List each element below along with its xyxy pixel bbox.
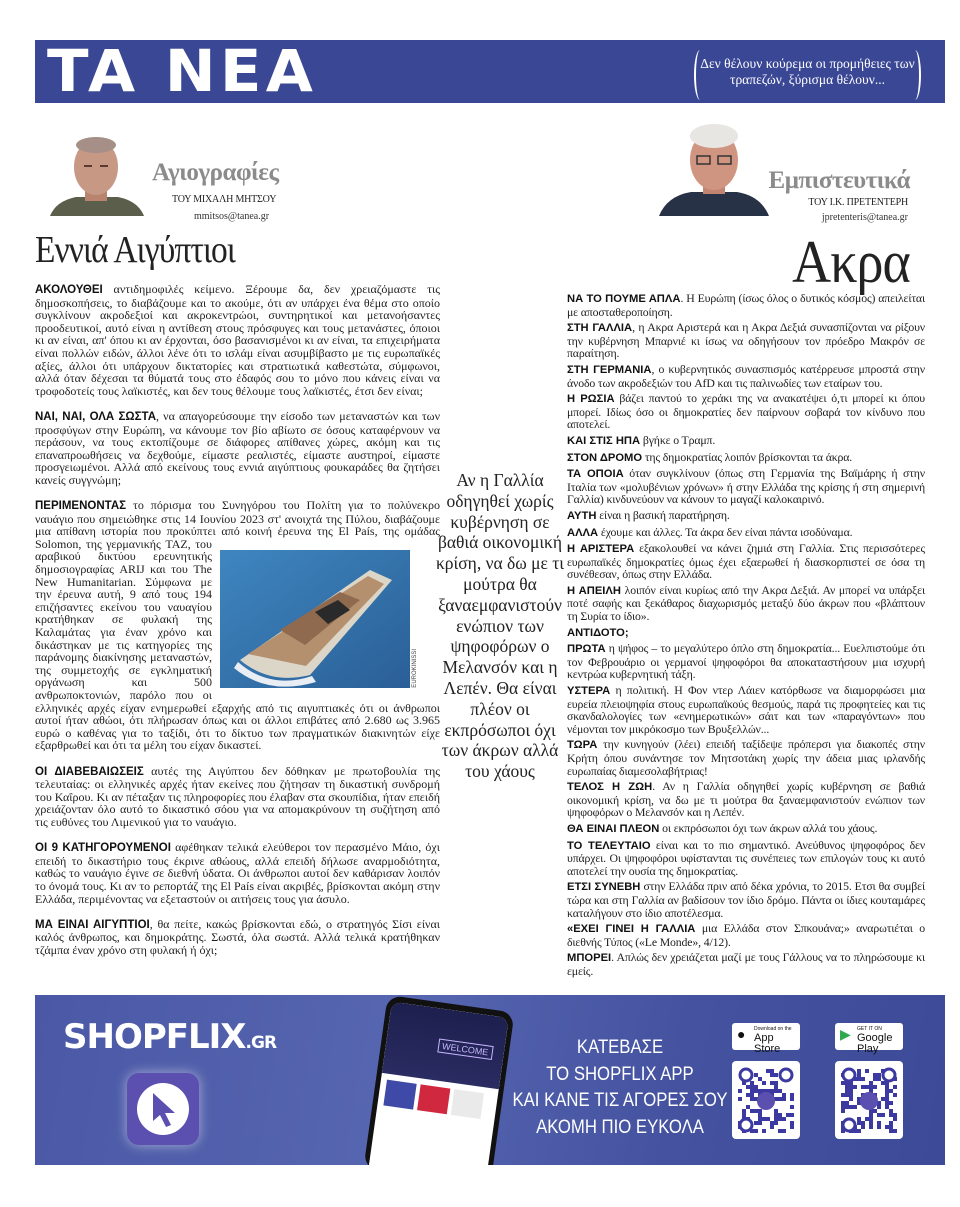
- paragraph: [567, 738, 925, 777]
- author-photo-mitsos: [42, 133, 150, 216]
- paragraph-lead: ΑΥΤΗ: [567, 509, 597, 522]
- article-headline-right: Ακρα: [792, 229, 910, 295]
- paragraph: [567, 542, 925, 581]
- paragraph: [35, 918, 440, 957]
- paragraph: [567, 922, 925, 948]
- paragraph-text: την κυνηγούν (λέει) επειδή ταξίδεψε πρόπερσι για διακοπές στην Κρήτη όπου συνάντησε τον Μητσοτάκη χωρίς την άδεια μιας ιρλανδής ευρωπαίας διαμεσολαβήτριας!: [567, 737, 925, 778]
- paragraph-text: στην Ελλάδα πριν από δέκα χρόνια, το 2015. Ετσι θα συμβεί τώρα και στη Γαλλία αν βαδίσουν τον ίδιο δρόμο. Πάντα οι ίδιες κουταμάρες καταλήγουν στο ίδιο αποτέλεσμα.: [567, 879, 925, 920]
- paragraph: [35, 841, 440, 905]
- badge-text: App Store: [754, 1032, 781, 1055]
- shipwreck-photo: [220, 550, 419, 688]
- paragraph-lead: ΠΕΡΙΜΕΝΟΝΤΑΣ: [35, 500, 127, 513]
- paragraph-text: . Απλώς δεν χρειάζεται μαζί με τους Γάλλους να το πληρώσουμε κι εμείς.: [567, 950, 925, 978]
- paragraph: [567, 467, 925, 506]
- phone-mockup: [363, 995, 514, 1165]
- paragraph-lead: ΟΙ ΔΙΑΒΕΒΑΙΩΣΕΙΣ: [35, 765, 144, 778]
- ad-line: ΤΟ SHOPFLIX APP: [546, 1063, 694, 1085]
- ad-line: ΚΑΤΕΒΑΣΕ: [576, 1037, 664, 1058]
- paragraph-text: οι εκπρόσωποι όχι των άκρων αλλά του χάους.: [659, 820, 878, 835]
- column-title-left: Αγιογραφίες: [152, 159, 279, 186]
- photo-credit: EUROKINISSI: [412, 649, 419, 688]
- paragraph: [567, 839, 925, 878]
- paragraph: [567, 451, 925, 465]
- paragraph-text: είναι και το πιο σημαντικό. Ανεύθυνος ψηφοφόρος δεν υπάρχει. Οι ψηφοφόροι υφίστανται τις συνέπειες των επιλογών τους κι αυτό αποτελεί την ουσία της δημοκρατίας.: [567, 837, 925, 878]
- paragraph-lead: ΑΛΛΑ: [567, 526, 599, 539]
- article-headline-left: Εννιά Αιγύπτιοι: [35, 229, 236, 271]
- paragraph-text: έχουμε και άλλες. Τα άκρα δεν είναι πάντα ισοδύναμα.: [598, 524, 853, 539]
- brand-suffix: .GR: [245, 1033, 277, 1053]
- paragraph-lead: ΑΚΟΛΟΥΘΕΙ: [35, 284, 103, 296]
- paragraph: [567, 951, 925, 977]
- left-parenthesis: [694, 50, 706, 100]
- paragraph-lead: ΤΑ ΟΠΟΙΑ: [567, 468, 624, 481]
- paragraph-lead: ΣΤΟΝ ΔΡΟΜΟ: [567, 451, 643, 464]
- paragraph-lead: ΜΑ ΕΙΝΑΙ ΑΙΓΥΠΤΙΟΙ: [35, 918, 150, 931]
- tagline-text: Δεν θέλουν κούρεμα οι προμήθειες των τραπεζών, ξύρισμα θέλουν...: [700, 56, 915, 87]
- shopflix-advertisement[interactable]: [35, 995, 945, 1165]
- paragraph: [567, 526, 925, 540]
- paragraph-text: , να απαγορεύσουμε την είσοδο των μεταναστών και των προσφύγων στην Ευρώπη, να κάνουμε τον βίο αβίωτο σε όσους καταφέρνουν να περάσουν, να τους εκτοπίζουμε σε διάφορες απίθανες χώρες, ακόμη και τις επαναπροωθήσεις να δεχθούμε, είμαστε ρεαλιστές, είμαστε αυστηροί, είμαστε προσγειωμένοι. Αλλά από εκείνους τους εννιά αιγύπτιους φουκαράδες θα ζητήσει κανείς συγγνώμη;: [35, 408, 440, 487]
- ad-line: ΑΚΟΜΗ ΠΙΟ ΕΥΚΟΛΑ: [536, 1116, 704, 1138]
- paragraph-text: αντιδημοφιλές κείμενο. Ξέρουμε δα, δεν χρειαζόμαστε τις δημοσκοπήσεις, το διαβάζουμε και το ακούμε, ότι αν υπάρχει ένα θέμα στο οποίο συγκλίνουν ακροδεξιοί και ακροκεντρώοι, συντηρητικοί και μετανοήσαντες προοδευτικοί, αυτό είναι η αντίθεση στους πρόσφυγες και τους μετανάστες, όποιοι κι αν είναι, απ' όπου κι αν έρχονται, όσο βασανισμένοι κι αν είναι, τα επιχειρήματα είναι πολλών ειδών, άλλοι λένε ότι το ισλάμ είναι ασυμβίβαστο με τις ευρωπαϊκές αξίες, άλλοι ότι υπάρχουν δικτατορίες και στρατιωτικά καθεστώτα, σύμφωνοι, αλλά όταν δέχεσαι τα θύματά τους στο έδαφός σου το μόνο που κάνεις είναι να τροφοδοτείς τους λαϊκιστές, και δεν τους θέλουμε τους λαϊκιστές, έτσι δεν είναι;: [35, 282, 440, 398]
- paragraph: [567, 626, 925, 640]
- paragraph-lead: ΠΡΩΤΑ: [567, 643, 606, 656]
- paragraph-lead: «ΕΧΕΙ ΓΙΝΕΙ Η ΓΑΛΛΙΑ: [567, 923, 696, 936]
- paragraph: [567, 392, 925, 431]
- author-email-left[interactable]: mmitsos@tanea.gr: [194, 211, 270, 222]
- paragraph-text: . Αν η Γαλλία οδηγηθεί χωρίς κυβέρνηση σε βαθιά οικονομική κρίση, να δω με τι μούτρα θα ξαναεμφανιστούν ενώπιον των ψηφοφόρων ο Μελανσόν και η Λεπέν.: [567, 779, 925, 820]
- paragraph-text: το πόρισμα του Συνηγόρου του Πολίτη για το πολύνεκρο ναυάγιο που σημειώθηκε στις 14 Ιουνίου 2023 στ' ανοιχτά της Πύλου, διαβάζουμε μια απίθανη ιστορία που προκύπτει από κοινή έρευνα: [35, 498, 440, 539]
- pull-quote: Αν η Γαλλία οδηγηθεί χωρίς κυβέρνηση σε βαθιά οικονομική κρίση, να δω με τι μούτρα θα ξαναεμφανιστούν ενώπιον των ψηφοφόρων ο Μελανσόν και η Λεπέν. Θα είναι πλέον οι εκπρόσωποι όχι των άκρων αλλά του χάους: [435, 470, 565, 782]
- masthead: [35, 37, 945, 105]
- shopflix-logo: [63, 1017, 276, 1057]
- ad-line: ΚΑΙ ΚΑΝΕ ΤΙΣ ΑΓΟΡΕΣ ΣΟΥ: [512, 1090, 728, 1111]
- apple-icon: ●: [737, 1026, 746, 1042]
- author-photo-pretenteris: [655, 120, 773, 216]
- google-play-badge[interactable]: [835, 1023, 903, 1055]
- paragraph-text: , ο κυβερνητικός συνασπισμός κατέρρευσε μπροστά στην άνοδο των ακροδεξιών του AfD και τις παλινωδίες των εταίρων του.: [567, 361, 925, 390]
- paragraph-text: . Η Ευρώπη (ίσως όλος ο δυτικός κόσμος) απειλείται με αποσταθεροποίηση.: [567, 291, 925, 319]
- brand-name: SHOPFLIX: [63, 1017, 246, 1057]
- paragraph-text: της δημοκρατίας λοιπόν βρίσκονται τα άκρα.: [642, 449, 853, 464]
- badge-small-text: Download on the: [754, 1026, 792, 1032]
- paragraph-lead: Η ΑΠΕΙΛΗ: [567, 584, 621, 597]
- paragraph-text: λοιπόν είναι κυρίως από την Ακρα Δεξιά. Αν μπορεί να υπάρξει ποτέ σαφής και ξεκάθαρος διαχωρισμός μεταξύ δύο άκρων που «βλάπτουν τη Συρία το ίδιο».: [567, 582, 925, 624]
- paragraph-text: όταν συγκλίνουν (όπως στη Γερμανία της Βαϊμάρης ή στην Ιταλία των «μολυβένιων χρόνων» ή στην Ελλάδα της κρίσης ή στη σημερινή Γαλλία) κινδυνεύουν να κάνουν το μαγαζί καλοκαιρινό.: [567, 466, 925, 507]
- paragraph: [567, 434, 925, 448]
- ad-headline: [506, 1035, 735, 1141]
- badge-text: Google Play: [857, 1032, 893, 1055]
- paragraph: [567, 684, 925, 735]
- paragraph-lead: Η ΡΩΣΙΑ: [567, 393, 615, 406]
- badge-small-text: GET IT ON: [857, 1026, 882, 1032]
- paragraph-text: η πολιτική. Η Φον ντερ Λάιεν κατόρθωσε να διαμορφώσει μια ευρεία πλειοψηφία στους ευρωπαϊκούς θεσμούς, παρά τις προφητείες και τις σκανδαλολογίες των «ενημερωτικών» σάιτ και των «παραγόντων» που νέμονται τον μικρόκοσμο των Βρυξελλών...: [567, 683, 925, 736]
- paragraph: [35, 499, 440, 752]
- paragraph-text: η ψήφος – το μεγαλύτερο όπλο στη δημοκρατία... Ευελπιστούμε ότι τον Φεβρουάριο οι γερμανοί ψηφοφόροι θα αποκαταστήσουν μια ισχυρή κεντρώα κυβερνητική τάξη.: [567, 641, 925, 682]
- column-title-right: Εμπιστευτικά: [768, 167, 910, 194]
- paragraph-lead: ΤΕΛΟΣ Η ΖΩΗ: [567, 781, 653, 794]
- paragraph-lead: ΜΠΟΡΕΙ: [567, 952, 612, 965]
- paragraph-lead: ΚΑΙ ΣΤΙΣ ΗΠΑ: [567, 434, 641, 447]
- masthead-tagline: [700, 50, 915, 94]
- newspaper-logo: TA NEA: [47, 37, 318, 105]
- paragraph-lead: ΟΙ 9 ΚΑΤΗΓΟΡΟΥΜΕΝΟΙ: [35, 842, 171, 855]
- qr-code-app-store[interactable]: [732, 1061, 800, 1139]
- article-body-left: [35, 283, 440, 969]
- paragraph-text: μια Ελλάδα στον Σπκουάνα;» αναρωτιέται ο διεθνής Τύπος («Le Monde», 4/12).: [567, 921, 925, 949]
- paragraph: [567, 321, 925, 360]
- byline-right: ΤΟΥ Ι.Κ. ΠΡΕΤΕΝΤΕΡΗ: [808, 197, 908, 208]
- paragraph-text: αυτές της Αιγύπτου δεν δόθηκαν με πρωτοβουλία της τελευταίας: οι ελληνικές αρχές ήταν εκείνες που ζήτησαν τη δικαστική συνδρομή του Καΐρου. Κι αν πέταξαν τις πληροφορίες που έλαβαν στα σκουπίδια, ήταν επειδή χρειάζονταν όλο αυτό το δικαστικό σόου για να απομακρύνουν τη συζήτηση από τις ευθύνες του Λιμενικού για το ναυάγιο.: [35, 763, 440, 829]
- app-icon: [127, 1073, 199, 1145]
- paragraph-lead: ΥΣΤΕΡΑ: [567, 685, 611, 698]
- paragraph-text: αφέθηκαν τελικά ελεύθεροι τον περασμένο Μάιο, όχι επειδή το δικαστήριο τους έκρινε αθώους, αλλά επειδή δήλωσε αναρμοδιότητα, καθώς το ναυάγιο έγινε σε διεθνή ύδατα. Οι άνθρωποι αυτοί δεν καθάρισαν λοιπόν το όνομά τους. Κι αν το ρεπορτάζ της El País είναι ακριβές, βρίσκονται ακόμη στην Ελλάδα, περιμένοντας να εξεταστούν οι αιτήσεις τους για άσυλο.: [35, 840, 440, 906]
- paragraph: [35, 765, 440, 829]
- paragraph-lead: Η ΑΡΙΣΤΕΡΑ: [567, 543, 635, 556]
- paragraph: [567, 363, 925, 389]
- paragraph-lead: ΤΟ ΤΕΛΕΥΤΑΙΟ: [567, 839, 651, 852]
- paragraph-text: είναι η βασική παρατήρηση.: [596, 507, 730, 522]
- paragraph-lead: ΝΑ ΤΟ ΠΟΥΜΕ ΑΠΛΑ: [567, 293, 681, 305]
- paragraph-text: , η Ακρα Αριστερά και η Ακρα Δεξιά συνασπίζονται να ρίξουν την κυβέρνηση Μπαρνιέ κι ίσως να οδηγήσουν τον πρόεδρο Μακρόν σε παραίτηση.: [567, 320, 925, 361]
- paragraph: [35, 410, 440, 487]
- paragraph-lead: ΤΩΡΑ: [567, 739, 598, 752]
- paragraph-lead: ΕΤΣΙ ΣΥΝΕΒΗ: [567, 881, 641, 894]
- play-icon: ▶: [840, 1026, 851, 1042]
- paragraph-lead: ΝΑΙ, ΝΑΙ, ΟΛΑ ΣΩΣΤΑ: [35, 410, 157, 423]
- paragraph-text: , θα πείτε, κακώς βρίσκονται εδώ, ο στρατηγός Σίσι είναι καλός άνθρωπος, και δημοκράτης. Σωστά, όλα σωστά. Αλλά τελικά κρατήθηκαν τζάμπα έναν χρόνο στη φυλακή ή όχι;: [35, 916, 440, 957]
- article-body-right: [567, 292, 925, 981]
- paragraph: [567, 584, 925, 623]
- qr-code-google-play[interactable]: [835, 1061, 903, 1139]
- paragraph: [567, 880, 925, 919]
- paragraph-lead: ΣΤΗ ΓΑΛΛΙΑ: [567, 322, 633, 335]
- paragraph: [35, 283, 440, 397]
- paragraph-text: βγήκε ο Τραμπ.: [640, 432, 716, 447]
- paragraph-text: της El País, της ομάδας Solomon, της γερμανικής TAZ, του αραβικού δικτύου ερευνητικής δημοσιογραφίας ARIJ και του The New Humanitarian. Σύμφωνα με την έρευνα αυτή, 9 από τους 194 επιζήσαντες εκείνου του ναυαγίου κρατήθηκαν σε φυλακή της Καλαμάτας για έναν χρόνο και δικάστηκαν με τις κατηγορίες της παράνομης διακίνησης μεταναστών, της συμμετοχής σε εγκληματική οργάνωση και 500 ανθρωποκτονιών, παρόλο που οι ελληνικές αρχές είχαν ενημερωθεί εξαρχής από τις αιγυπτιακές ότι οι άνθρωποι αυτοί ήταν αθώοι, ότι πλήρωσαν όπως και οι άλλοι επιβάτες από 2.680 ως 3.965 ευρώ ο καθένας για το ταξίδι, ότι το δίκτυο των πραγματικών διακινητών είχε εξαρθρωθεί και ότι τα μέλη του είχαν δικαστεί.: [35, 524, 440, 753]
- paragraph: [567, 822, 925, 836]
- cursor-icon: [149, 1091, 179, 1127]
- app-store-badge[interactable]: [732, 1023, 800, 1055]
- paragraph-lead: ΑΝΤΙΔΟΤΟ;: [567, 626, 629, 639]
- paragraph: [567, 780, 925, 819]
- paragraph-lead: ΣΤΗ ΓΕΡΜΑΝΙΑ: [567, 363, 652, 376]
- author-email-right[interactable]: jpretenteris@tanea.gr: [821, 212, 908, 223]
- paragraph-lead: ΘΑ ΕΙΝΑΙ ΠΛΕΟΝ: [567, 822, 660, 835]
- byline-left: ΤΟΥ ΜΙΧΑΛΗ ΜΗΤΣΟΥ: [172, 194, 277, 205]
- paragraph-text: βάζει παντού το χεράκι της να ανακατέψει ό,τι μπορεί κι όπου μπορεί. Ιδίως όσο οι δημοκρατίες δεν παίρνουν σοβαρά τον κίνδυνο που αποτελεί.: [567, 391, 926, 432]
- paragraph-text: εξακολουθεί να κάνει ζημιά στη Γαλλία. Στις περισσότερες ευρωπαϊκές δημοκρατίες όμως έχει εξαερωθεί ή διασκορπιστεί σε όσα τη συνέθεσαν, όπως στην Ελλάδα.: [567, 541, 925, 582]
- right-parenthesis: [909, 50, 921, 100]
- phone-welcome-text: WELCOME: [437, 1039, 493, 1060]
- paragraph: [567, 292, 925, 318]
- paragraph: [567, 509, 925, 523]
- paragraph: [567, 642, 925, 681]
